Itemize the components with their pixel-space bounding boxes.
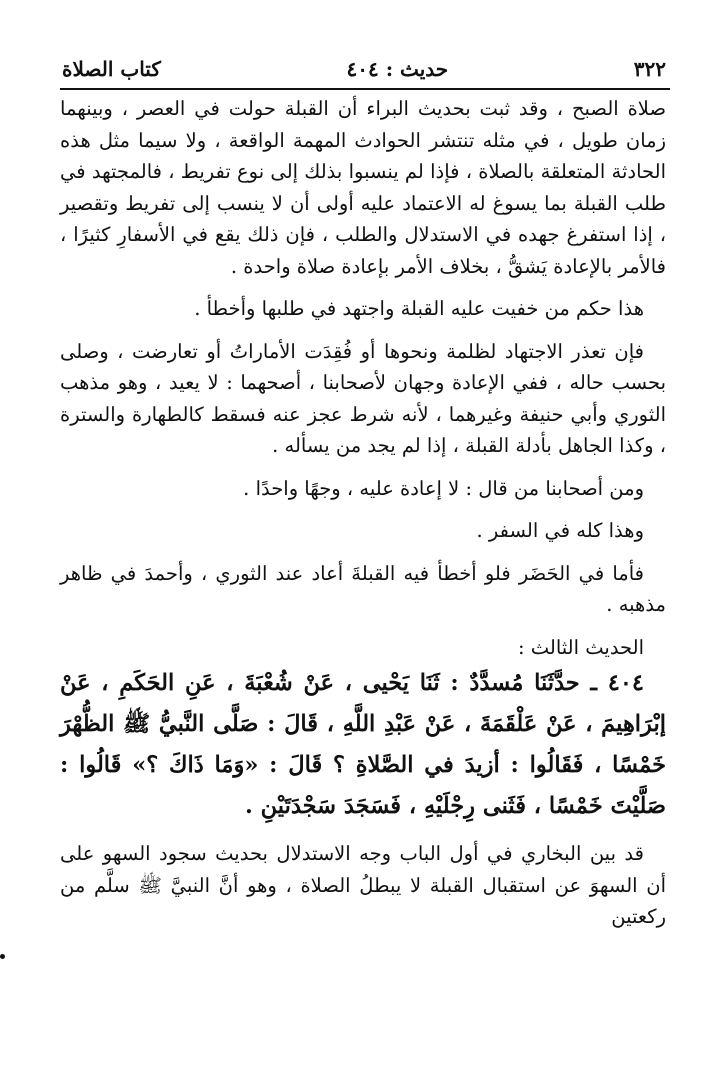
paragraph: وهذا كله في السفر . (476, 519, 644, 542)
margin-mark (0, 954, 5, 959)
page-number: ٣٢٢ (633, 57, 666, 81)
paragraph: ومن أصحابنا من قال : لا إعادة عليه ، وجهًا واحدًا . (243, 476, 644, 500)
paragraph: فإن تعذر الاجتهاد لظلمة ونحوها أو فُقِدَت الأماراتُ أو تعارضت ، وصلى بحسب حاله ، ففي الإعادة وجهان لأصحابنا ، أصحهما : لا يعيد ، وهو مذهب الثوري وأبي حنيفة وغيرهما ، لأنه شرط عجز عنه فسقط كالطهارة والسترة ، وكذا الجاهل بأدلة القبلة ، إذا لم يجد من يسأله . (60, 339, 666, 457)
page-header (62, 54, 666, 84)
hadith-text: ٤٠٤ ـ حدَّثَنَا مُسدَّدٌ : ثَنَا يَحْيى ، عَنْ شُعْبَةَ ، عَنِ الحَكَمِ ، عَنْ إبْرَاهِيمَ ، عَنْ عَلْقَمَةَ ، عَنْ عَبْدِ اللَّهِ ، قَالَ : صَلَّى النَّبيُّ ﷺ الظُّهْرَ خَمْسًا ، فَقَالُوا : أزيدَ في الصَّلاةِ ؟ قَالَ : «وَمَا ذَاكَ ؟» قَالُوا : صَلَّيْتَ خَمْسًا ، فَثَنى رِجْلَيْهِ ، فَسَجَدَ سَجْدَتَيْنِ . (60, 670, 666, 819)
paragraph: فأما في الحَضَر فلو أخطأ فيه القبلةَ أعاد عند الثوري ، وأحمدَ في ظاهر مذهبه . (60, 561, 666, 616)
section-heading: الحديث الثالث : (518, 635, 644, 659)
paragraph: قد بين البخاري في أول الباب وجه الاستدلال بحديث سجود السهو على أن السهوَ عن استقبال القبلة لا يبطلُ الصلاة ، وهو أنَّ النبيَّ ﷺ سلَّم من ركعتين (60, 842, 666, 928)
hadith-reference: حديث : ٤٠٤ (346, 57, 449, 81)
header-rule (60, 88, 670, 90)
paragraph: صلاة الصبح ، وقد ثبت بحديث البراء أن القبلة حولت في العصر ، وبينهما زمان طويل ، في مثله تنتشر الحوادث المهمة الواقعة ، ولا سيما مثل هذه الحادثة المتعلقة بالصلاة ، فإذا لم ينسبوا بذلك إلى نوع تفريط ، فالمجتهد في طلب القبلة بما يسوغ له الاعتماد عليه أولى أن لا ينسب إلى تفريط وتقصير ، إذا استفرغ جهده في الاستدلال والطلب ، فإن ذلك يقع في الأسفارِ كثيرًا ، فالأمر بالإعادة يَشقُّ ، بخلاف الأمر بإعادة صلاة واحدة . (60, 97, 666, 278)
paragraph: هذا حكم من خفيت عليه القبلة واجتهد في طلبها وأخطأ . (194, 297, 644, 320)
book-title: كتاب الصلاة (62, 57, 161, 81)
page-body (60, 93, 666, 933)
